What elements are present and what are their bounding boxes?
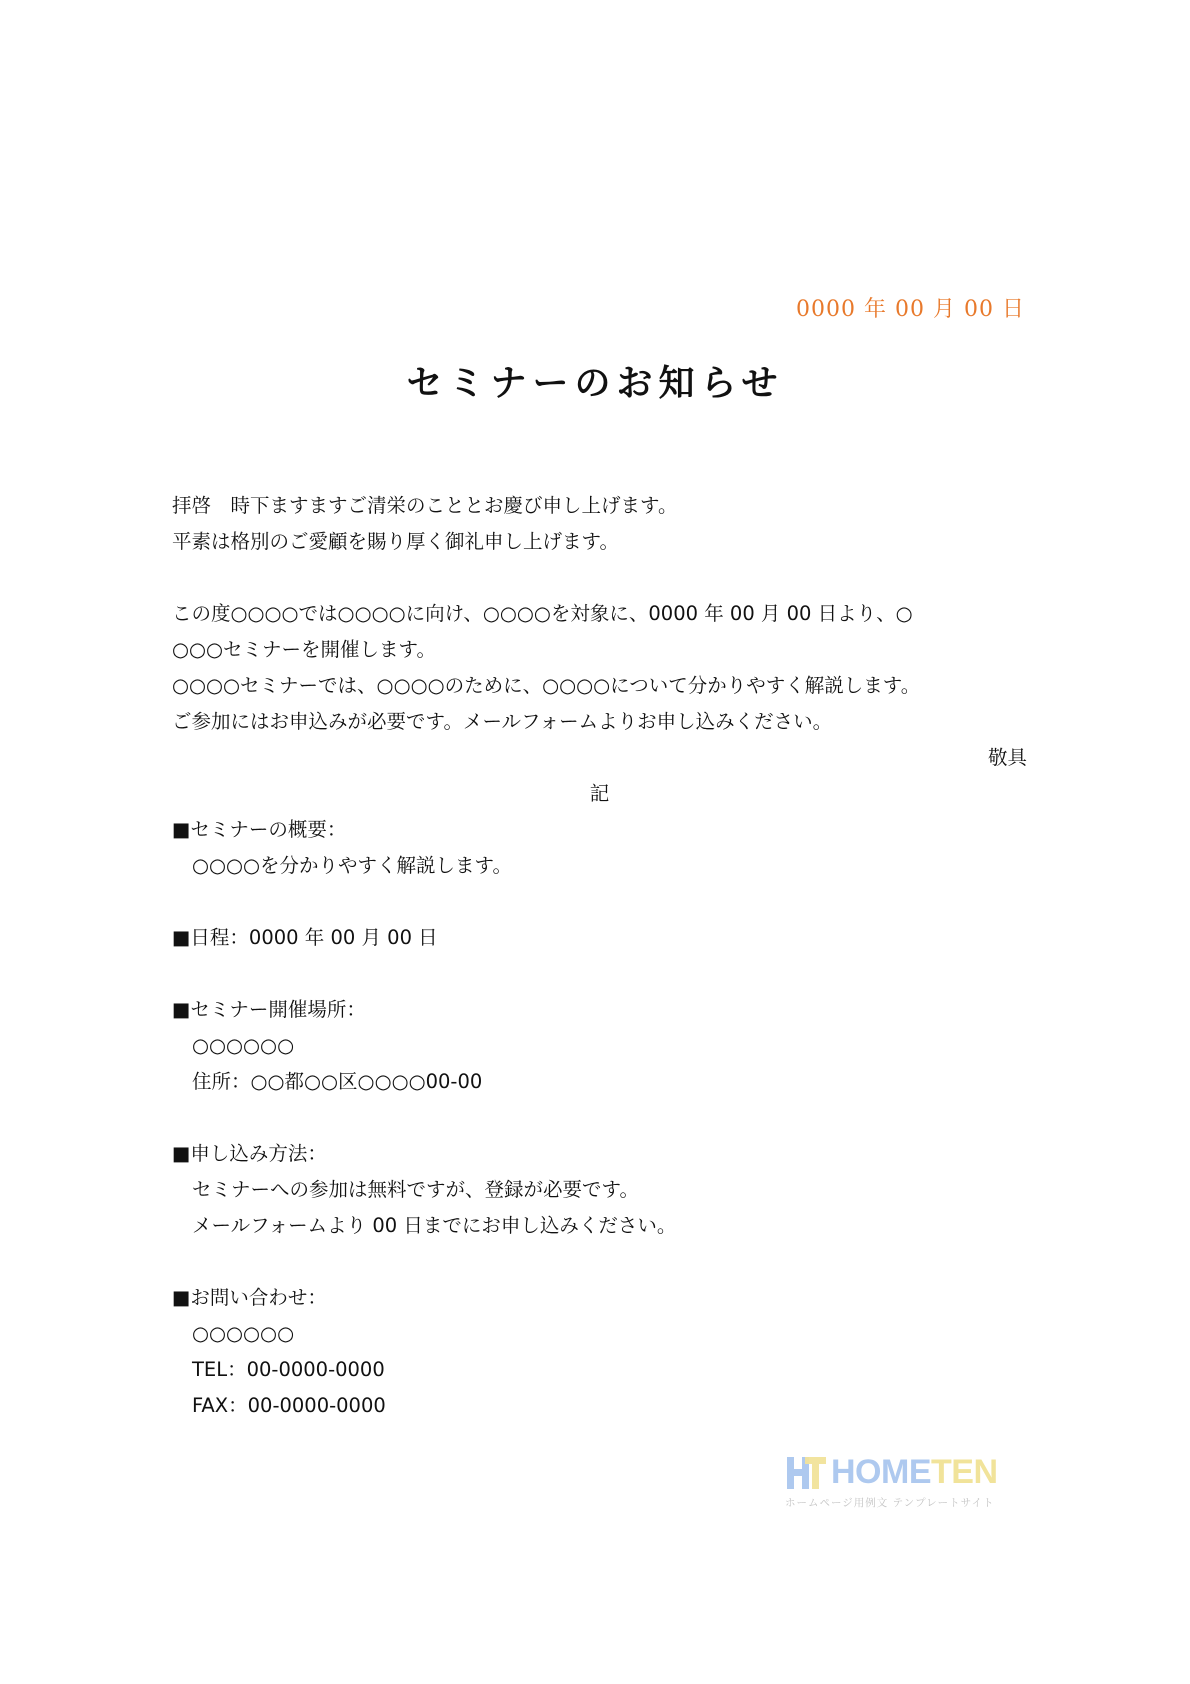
description-line: ○○○○セミナーでは、○○○○のために、○○○○について分かりやすく解説します。	[172, 674, 921, 697]
venue-address: 住所：○○都○○区○○○○00-00	[192, 1070, 483, 1093]
contact-fax: FAX：00-0000-0000	[192, 1394, 386, 1417]
document-title: セミナーのお知らせ	[406, 362, 784, 404]
greeting-line-2: 平素は格別のご愛顧を賜り厚く御礼申し上げます。	[172, 530, 619, 553]
closing-keigu: 敬具	[987, 746, 1027, 769]
overview-text: ○○○○を分かりやすく解説します。	[192, 854, 512, 877]
spacer	[172, 1100, 1027, 1136]
spacer	[172, 956, 1027, 992]
overview-heading: ■セミナーの概要：	[172, 818, 347, 841]
spacer	[172, 560, 1027, 596]
logo-wordmark	[831, 1453, 998, 1492]
ki-heading: 記	[589, 782, 610, 805]
venue-heading: ■セミナー開催場所：	[172, 998, 366, 1021]
hometen-logo-icon	[785, 1455, 827, 1491]
announcement-line-1: この度○○○○では○○○○に向け、○○○○を対象に、0000 年 00 月 00 日より、○	[172, 602, 913, 625]
venue-name: ○○○○○○	[192, 1034, 295, 1057]
hometen-logo	[785, 1453, 1015, 1511]
spacer	[172, 884, 1027, 920]
document-date: 0000 年 00 月 00 日	[796, 297, 1025, 322]
letter-body	[172, 488, 1027, 1424]
schedule-line: ■日程：0000 年 00 月 00 日	[172, 926, 438, 949]
announcement-line-2: ○○○セミナーを開催します。	[172, 638, 436, 661]
apply-text-2: メールフォームより 00 日までにお申し込みください。	[192, 1214, 677, 1237]
contact-name: ○○○○○○	[192, 1322, 295, 1345]
apply-heading: ■申し込み方法：	[172, 1142, 327, 1165]
logo-word-home: HOME	[831, 1453, 931, 1491]
logo-subtitle: ホームページ用例文 テンプレートサイト	[785, 1497, 995, 1509]
contact-heading: ■お問い合わせ：	[172, 1286, 327, 1309]
greeting-line-1: 拝啓 時下ますますご清栄のこととお慶び申し上げます。	[172, 494, 678, 517]
spacer	[172, 1244, 1027, 1280]
logo-word-ten: TEN	[931, 1453, 998, 1491]
contact-tel: TEL：00-0000-0000	[192, 1358, 385, 1381]
registration-note: ご参加にはお申込みが必要です。メールフォームよりお申し込みください。	[172, 710, 833, 733]
apply-text-1: セミナーへの参加は無料ですが、登録が必要です。	[192, 1178, 639, 1201]
